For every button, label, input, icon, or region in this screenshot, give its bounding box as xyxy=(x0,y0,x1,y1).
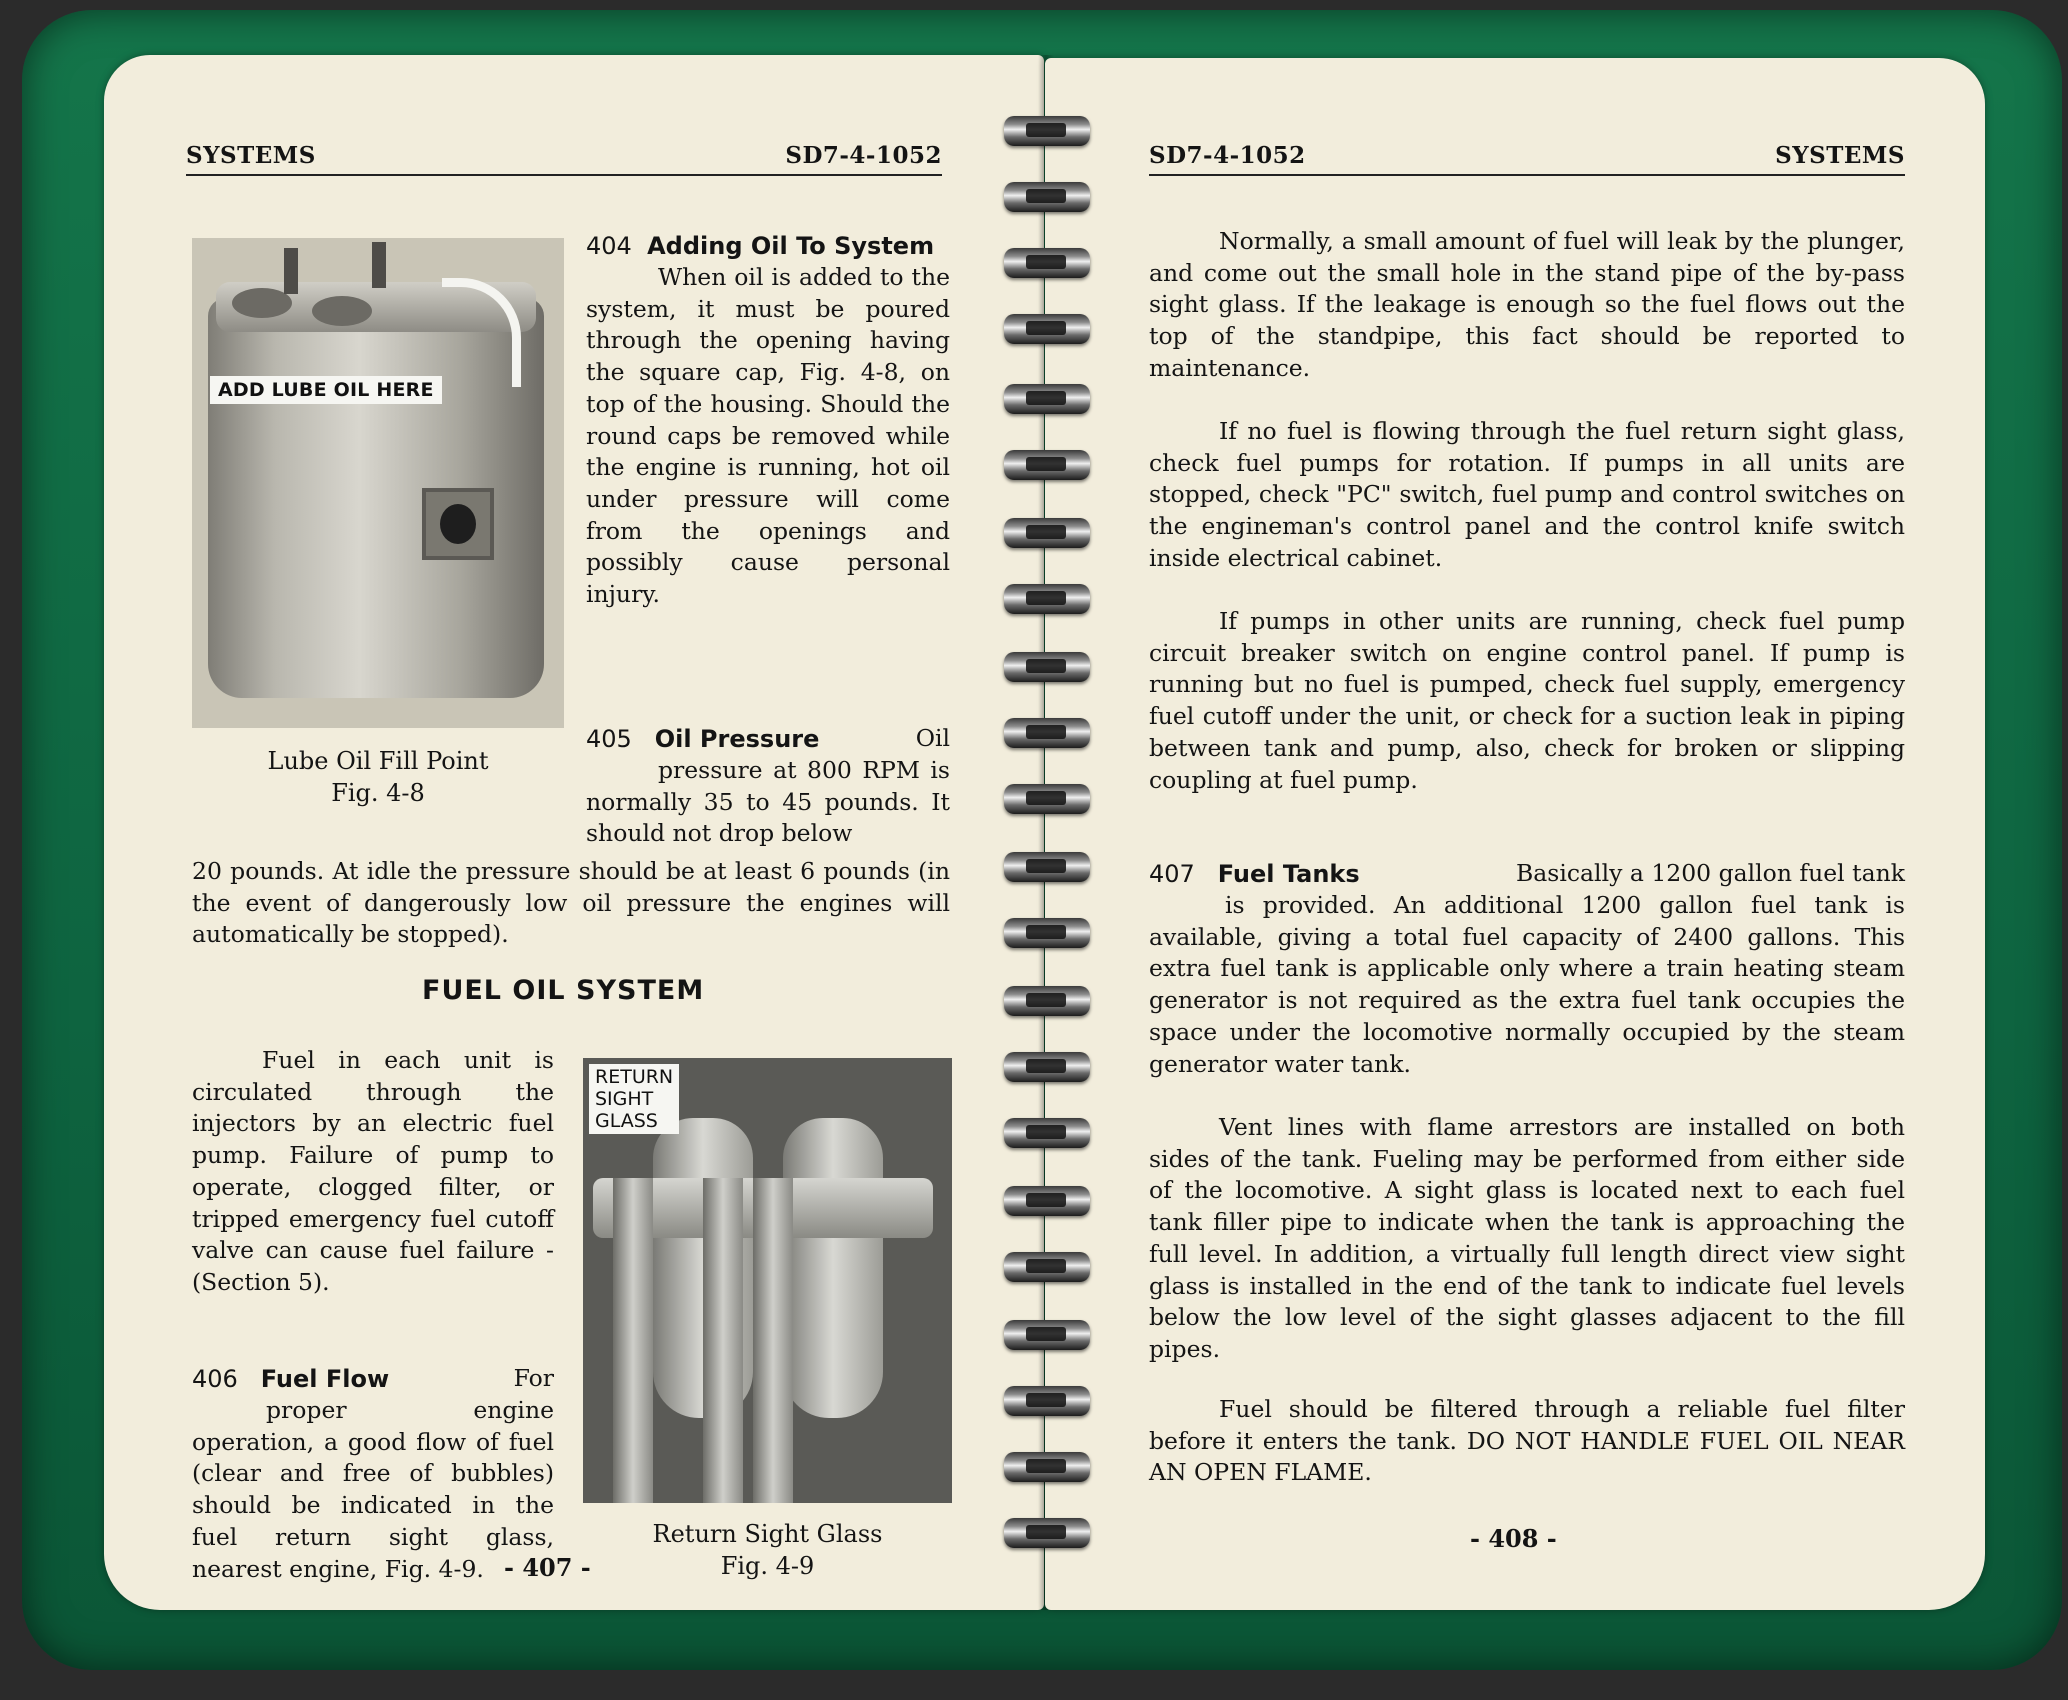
right-para-6: Fuel should be filtered through a reliable fuel filter before it enters the tank. DO NOT HANDLE FUEL OIL NEAR AN OPEN FLAME. xyxy=(1149,1395,1905,1487)
section-405-first-word: Oil xyxy=(915,724,950,752)
left-running-header xyxy=(186,142,942,176)
section-407-text: is provided. An additional 1200 gallon fuel tank is available, giving a total fuel capacity of 2400 gallons. This extra fuel tank is applicable only where a train heating steam generator is not required as the extra fuel tank occupies the space under the locomotive normally occupied by the steam generator water tank. xyxy=(1149,891,1905,1078)
section-405-title: Oil Pressure xyxy=(654,725,820,753)
section-406-title: Fuel Flow xyxy=(260,1365,390,1393)
right-page xyxy=(1045,58,1985,1610)
section-406-text: proper engine operation, a good flow of fuel (clear and free of bubbles) should be indicated in the fuel return sight glass, nearest engine, Fig. 4-9. xyxy=(192,1396,554,1583)
section-405-text-full: 20 pounds. At idle the pressure should be at least 6 pounds (in the event of dangerously low oil pressure the engines will automatically be stopped). xyxy=(192,857,950,949)
section-406 xyxy=(192,1363,554,1585)
left-page-number: - 407 - xyxy=(504,1553,591,1582)
left-header-docnum: SD7-4-1052 xyxy=(785,142,942,169)
section-404 xyxy=(586,230,950,611)
section-405-text: pressure at 800 RPM is normally 35 to 45 pounds. It should not drop below xyxy=(586,756,950,848)
housing-port xyxy=(422,488,494,560)
section-406-number: 406 xyxy=(192,1365,238,1393)
section-407-title: Fuel Tanks xyxy=(1217,860,1360,888)
fuel-oil-system-heading: FUEL OIL SYSTEM xyxy=(422,975,705,1006)
section-404-text: When oil is added to the system, it must be poured through the opening having the square cap, Fig. 4-8, on top of the housing. Should the round caps be removed while the engine is running, hot oil under pressure will come from the openings and possibly cause personal injury. xyxy=(586,263,950,609)
section-407-number: 407 xyxy=(1149,860,1195,888)
right-running-header xyxy=(1149,142,1905,176)
section-404-number: 404 xyxy=(586,232,632,260)
section-405 xyxy=(586,723,950,850)
figure-label-add-lube-oil: ADD LUBE OIL HERE xyxy=(210,376,442,404)
section-407-first-line: Basically a 1200 gallon fuel tank xyxy=(1516,859,1905,887)
fuel-intro-text: Fuel in each unit is circulated through the injectors by an electric fuel pump. Failure of pump to operate, clogged filter, or tripped emergency fuel cutoff valve can cause fuel failure - (Section 5). xyxy=(192,1046,554,1296)
section-407 xyxy=(1149,858,1905,1080)
right-para-5: Vent lines with flame arrestors are installed on both sides of the tank. Fueling may be performed from either side of the locomotive. A sight glass is located next to each fuel tank filler pipe to indicate when the tank is approaching the full level. In addition, a virtually full length direct view sight glass is installed in the end of the tank to indicate fuel levels below the low level of the sight glasses adjacent to the fill pipes. xyxy=(1149,1113,1905,1363)
left-page xyxy=(104,55,1044,1610)
right-header-docnum: SD7-4-1052 xyxy=(1149,142,1306,169)
lube-oil-fill-photo xyxy=(192,238,564,728)
left-header-section: SYSTEMS xyxy=(186,142,316,169)
right-para-2: If no fuel is flowing through the fuel return sight glass, check fuel pumps for rotation. If pumps in all units are stopped, check "PC" switch, fuel pump and control switches on the engineman's control panel and the control knife switch inside electrical cabinet. xyxy=(1149,417,1905,572)
section-405-number: 405 xyxy=(586,725,632,753)
figure-4-8-caption: Lube Oil Fill Point Fig. 4-8 xyxy=(267,747,489,807)
section-404-title: Adding Oil To System xyxy=(647,232,935,260)
figure-4-9-caption: Return Sight Glass Fig. 4-9 xyxy=(652,1520,883,1580)
figure-label-return-sight-glass: RETURN SIGHT GLASS xyxy=(589,1064,679,1134)
right-page-number: - 408 - xyxy=(1470,1524,1557,1553)
right-para-3: If pumps in other units are running, check fuel pump circuit breaker switch on engine control panel. If pump is running but no fuel is pumped, check fuel supply, emergency fuel cutoff under the unit, or check for a suction leak in piping between tank and pump, also, check for broken or slipping coupling at fuel pump. xyxy=(1149,607,1905,794)
right-header-section: SYSTEMS xyxy=(1775,142,1905,169)
return-sight-glass-photo xyxy=(583,1058,952,1503)
section-406-first-word: For xyxy=(513,1364,554,1392)
right-para-1: Normally, a small amount of fuel will leak by the plunger, and come out the small hole in the stand pipe of the by-pass sight glass. If the leakage is enough so the fuel flows out the top of the standpipe, this fact should be reported to maintenance. xyxy=(1149,227,1905,382)
